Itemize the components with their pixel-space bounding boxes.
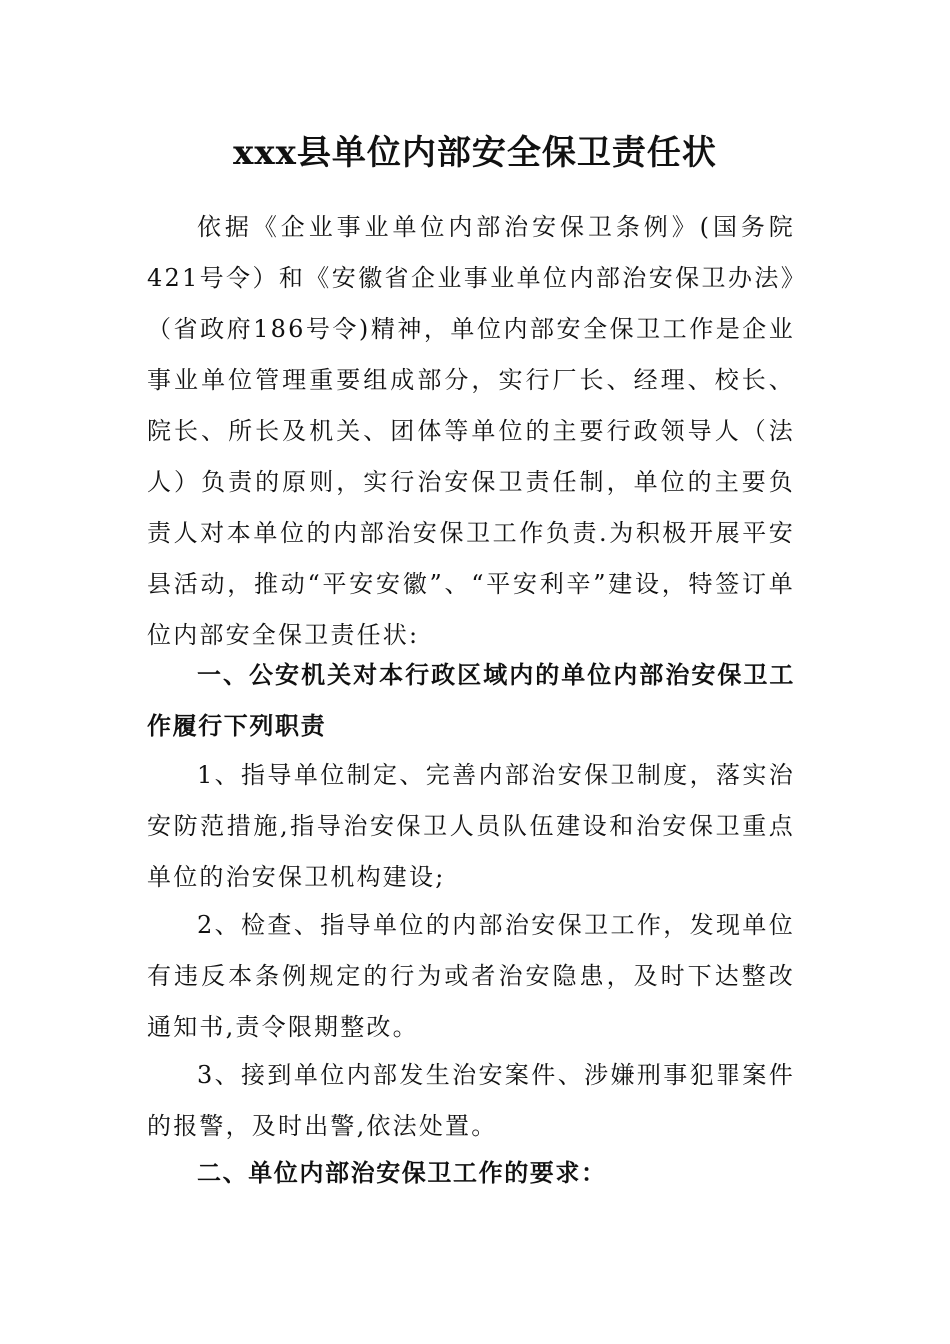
list-item: 2、检查、指导单位的内部治安保卫工作，发现单位有违反本条例规定的行为或者治安隐患，及时下达整改通知书,责令限期整改。	[147, 911, 795, 1041]
section-one-heading: 一、公安机关对本行政区域内的单位内部治安保卫工作履行下列职责	[147, 661, 795, 740]
document-title: xxx县单位内部安全保卫责任状	[233, 133, 717, 173]
list-item: 3、接到单位内部发生治安案件、涉嫌刑事犯罪案件的报警，及时出警,依法处置。	[147, 1061, 795, 1140]
list-item: 1、指导单位制定、完善内部治安保卫制度，落实治安防范措施,指导治安保卫人员队伍建设和治安保卫重点单位的治安保卫机构建设;	[147, 761, 795, 891]
intro-paragraph: 依据《企业事业单位内部治安保卫条例》(国务院421号令）和《安徽省企业事业单位内部治安保卫办法》（省政府186号令)精神，单位内部安全保卫工作是企业事业单位管理重要组成部分，实行厂长、经理、校长、院长、所长及机关、团体等单位的主要行政领导人（法人）负责的原则，实行治安保卫责任制，单位的主要负责人对本单位的内部治安保卫工作负责.为积极开展平安县活动，推动“平安安徽”、“平安利辛”建设，特签订单位内部安全保卫责任状:	[147, 213, 795, 649]
section-two-heading: 二、单位内部治安保卫工作的要求：	[197, 1159, 607, 1187]
